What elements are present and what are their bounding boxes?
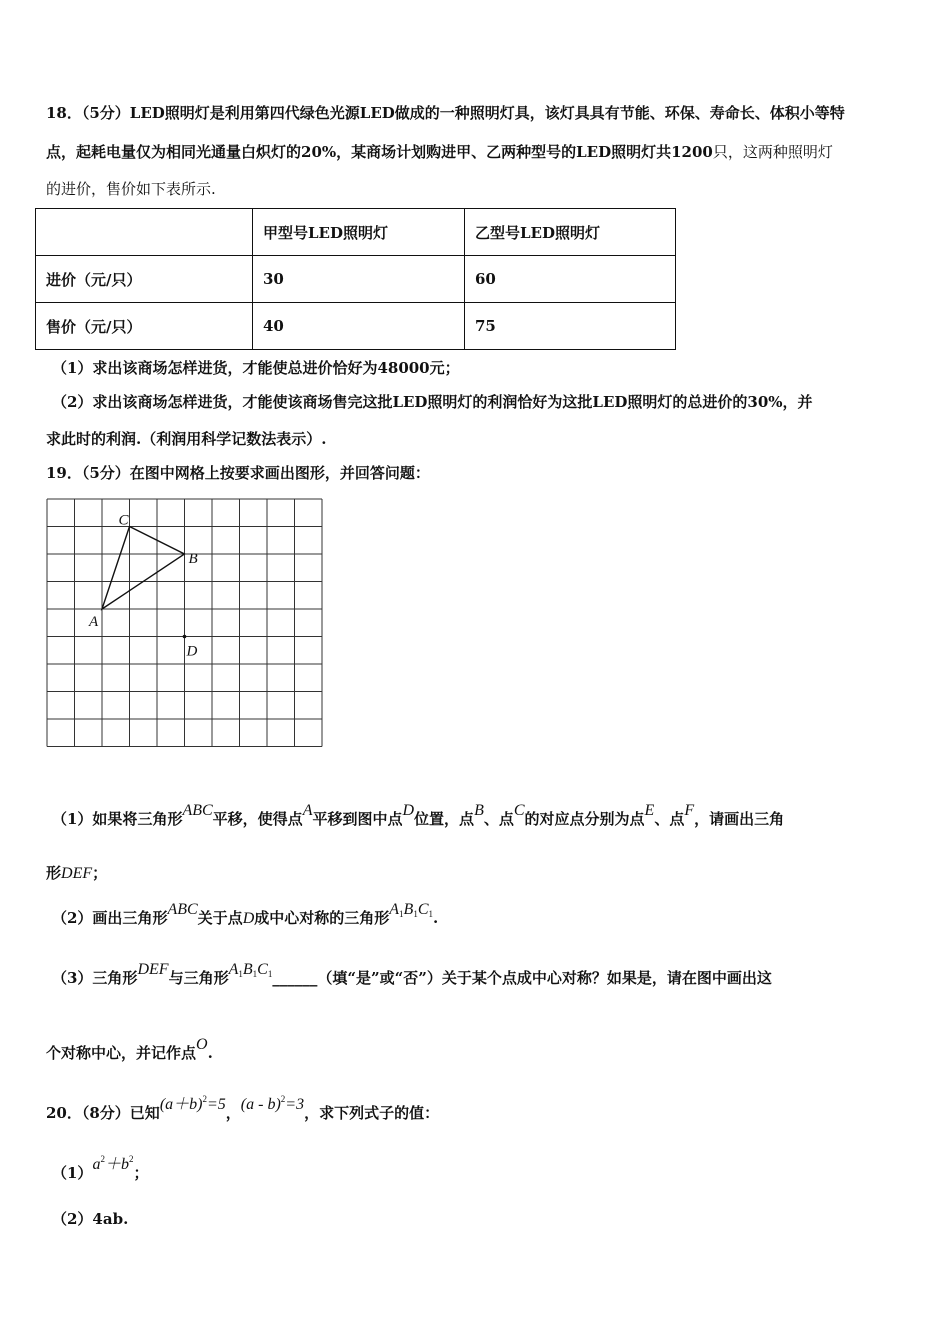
math-o: O — [196, 1036, 208, 1053]
q20-part2: （2）4ab. — [52, 1210, 129, 1228]
text: 成中心对称的三角形 — [254, 909, 390, 927]
superscript: 2 — [280, 1094, 286, 1104]
q19-part1-line2 — [46, 862, 107, 883]
text: （1）如果将三角形 — [52, 810, 183, 828]
math-a: a — [92, 1156, 101, 1173]
text: 、点 — [654, 810, 685, 828]
price-table — [35, 208, 676, 350]
q20-title — [46, 1094, 440, 1123]
math-b: b — [120, 1156, 129, 1173]
math-a1b1c1 — [389, 901, 433, 918]
q18-line2 — [46, 141, 833, 162]
math-a: A — [302, 802, 313, 819]
math-a: A — [389, 901, 400, 918]
text: ， — [225, 1104, 241, 1122]
math-def: DEF — [137, 961, 169, 978]
table-cell — [36, 209, 253, 256]
subscript: 1 — [267, 969, 273, 979]
grid-figure — [40, 495, 332, 780]
table-cell: 75 — [465, 303, 676, 350]
text: 形 — [46, 864, 62, 882]
math-expr: (a＋b) — [159, 1096, 203, 1113]
text: 与三角形 — [168, 969, 229, 987]
math-c: C — [257, 961, 268, 978]
text: （2）画出三角形 — [52, 909, 168, 927]
point-d — [183, 635, 187, 639]
q20-part1 — [52, 1154, 149, 1183]
text: ； — [133, 1164, 149, 1182]
table-cell: 进价（元/只） — [36, 256, 253, 303]
math-plus: ＋ — [104, 1156, 121, 1173]
text: 的对应点分别为点 — [524, 810, 645, 828]
q19-title: 19．（5分）在图中网格上按要求画出图形，并回答问题： — [46, 464, 430, 482]
subscript: 1 — [399, 909, 404, 919]
math-e: E — [644, 802, 655, 819]
math-abc: ABC — [167, 901, 198, 918]
table-cell: 60 — [465, 256, 676, 303]
label-b: B — [188, 551, 198, 567]
table-header-yi: 乙型号LED照明灯 — [465, 209, 676, 256]
math-d: D — [402, 802, 415, 819]
text: 平移到图中点 — [312, 810, 403, 828]
math-d: D — [242, 910, 255, 927]
text: （3）三角形 — [52, 969, 138, 987]
table-row — [36, 256, 676, 303]
q18-line2-bold: 点，起耗电量仅为相同光通量白炽灯的20%，某商场计划购进甲、乙两种型号的LED照明灯共1200 — [46, 143, 713, 161]
math-b: B — [403, 901, 414, 918]
q19-part2 — [52, 901, 439, 928]
math-rhs: =5 — [206, 1096, 226, 1113]
math-b: B — [474, 802, 484, 819]
text: （1） — [52, 1164, 93, 1182]
text: ； — [92, 864, 108, 882]
subscript: 1 — [413, 909, 418, 919]
table-header-jia: 甲型号LED照明灯 — [253, 209, 465, 256]
q19-part3-line2 — [46, 1036, 213, 1063]
text: 平移，使得点 — [212, 810, 303, 828]
text: 个对称中心，并记作点 — [46, 1044, 197, 1062]
superscript: 2 — [202, 1094, 207, 1104]
text: ，求下列式子的值： — [304, 1104, 440, 1122]
q18-part2-line2: 求此时的利润.（利润用科学记数法表示）. — [46, 430, 327, 448]
text: 、点 — [483, 810, 514, 828]
label-c: C — [118, 512, 129, 529]
table-cell: 40 — [253, 303, 465, 350]
math-expr: (a - b) — [240, 1096, 281, 1113]
math-f: F — [684, 802, 695, 819]
subscript: 1 — [252, 969, 258, 979]
math-b: B — [242, 961, 253, 978]
text: 位置，点 — [414, 810, 475, 828]
q19-part1-line1 — [52, 802, 785, 829]
subscript: 1 — [428, 909, 433, 919]
superscript: 2 — [100, 1154, 105, 1164]
math-c: C — [417, 901, 429, 918]
math-abc: ABC — [182, 802, 213, 819]
table-cell: 30 — [253, 256, 465, 303]
label-a: A — [89, 614, 99, 630]
triangle-abc — [102, 527, 185, 610]
q18-line3: 的进价，售价如下表所示. — [46, 180, 216, 198]
math-c: C — [513, 802, 525, 819]
label-d: D — [186, 643, 198, 660]
q18-part2-line1: （2）求出该商场怎样进货，才能使该商场售完这批LED照明灯的利润恰好为这批LED照明灯的总进价的30%，并 — [52, 393, 813, 411]
table-cell: 售价（元/只） — [36, 303, 253, 350]
q18-part1: （1）求出该商场怎样进货，才能使总进价恰好为48000元； — [52, 359, 460, 377]
expr-a2-plus-b2 — [92, 1156, 133, 1173]
q18-line2-light: 只，这两种照明灯 — [712, 143, 833, 161]
superscript: 2 — [128, 1154, 134, 1164]
math-a: A — [228, 961, 239, 978]
table-row — [36, 209, 676, 256]
math-rhs: =3 — [285, 1096, 305, 1113]
text: 20．（8分）已知 — [46, 1104, 160, 1122]
text: ，请画出三角 — [694, 810, 785, 828]
answer-blank[interactable]: ______ — [272, 969, 318, 987]
text: 关于点 — [197, 909, 243, 927]
text: . — [207, 1044, 213, 1062]
q19-part3-line1 — [52, 961, 772, 988]
expr-diff-squared — [241, 1096, 304, 1113]
subscript: 1 — [238, 969, 243, 979]
math-a1b1c1 — [229, 961, 273, 978]
math-def: DEF — [61, 865, 93, 882]
expr-sum-squared — [160, 1096, 226, 1113]
table-row — [36, 303, 676, 350]
text: （填“是”或“否”）关于某个点成中心对称？如果是，请在图中画出这 — [317, 969, 772, 987]
q18-line1: 18．（5分）LED照明灯是利用第四代绿色光源LED做成的一种照明灯具，该灯具具有节能、环保、寿命长、体积小等特 — [46, 104, 845, 122]
text: . — [433, 909, 439, 927]
